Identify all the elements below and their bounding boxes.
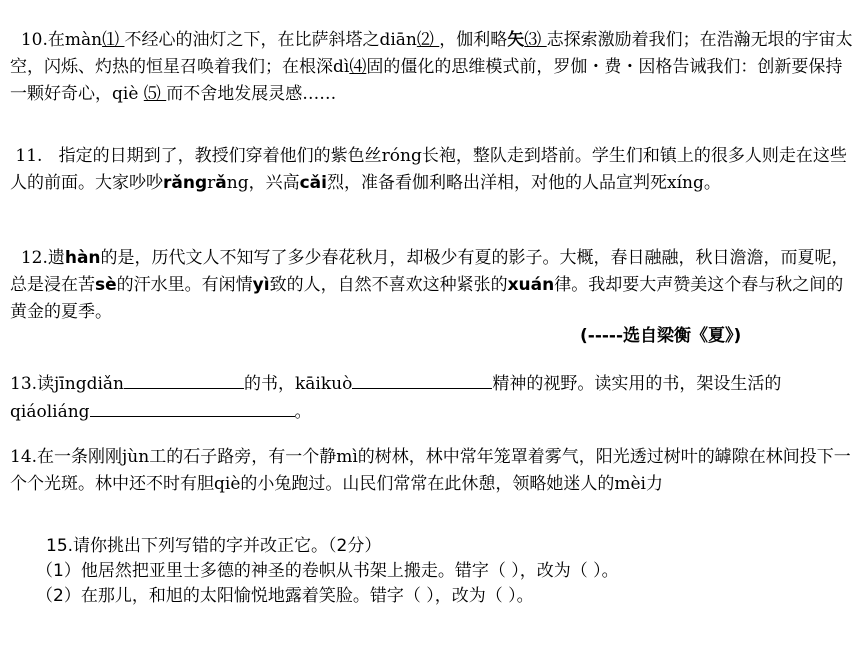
q13-text: 精神的视野。读实用的书，架设生活的qiáoliáng: [10, 374, 782, 422]
q12-pinyin: hàn: [64, 248, 101, 268]
q13-text: 的书，kāikuò: [243, 374, 353, 394]
question-10: [10, 27, 856, 108]
answer-blank[interactable]: [90, 398, 295, 417]
q10-text: 而不舍地发展灵感……: [166, 84, 337, 104]
q12-text: 12.遗: [10, 248, 65, 268]
blank-4: ⑷: [349, 57, 367, 77]
q13-text: 13.读jīngdiǎn: [10, 374, 124, 394]
blank-1: ⑴: [102, 30, 125, 50]
q15-item-2: （2）在那儿，和旭的太阳愉悦地露着笑脸。错字（ ），改为（ ）。: [36, 586, 534, 606]
question-13: [10, 370, 856, 426]
question-11: [10, 143, 856, 197]
q10-text: 志探索激励着我们；在浩瀚无垠的宇宙太空，闪烁、灼热的恒星召唤着我们；在根深dì: [10, 30, 853, 77]
q11-text: ng，兴高: [226, 173, 300, 193]
q10-text: 10.在màn: [10, 30, 103, 50]
q15-item-1: （1）他居然把亚里士多德的神圣的卷帜从书架上搬走。错字（ ），改为（ ）。: [36, 561, 619, 581]
q12-pinyin: sè: [95, 275, 117, 295]
q11-pinyin: cǎi: [299, 173, 327, 193]
q11-text: 烈，准备看伽利略出洋相，对他的人品宣判死xíng。: [327, 173, 721, 193]
q15-title: 15.请你挑出下列写错的字并改正它。（2分）: [46, 536, 382, 556]
source-citation: (-----选自梁衡《夏》): [580, 326, 742, 346]
q11-text: r: [207, 173, 216, 193]
q12-pinyin: yì: [252, 275, 270, 295]
q10-bold-char: 矢: [507, 30, 525, 50]
blank-2: ⑵: [416, 30, 440, 50]
q11-text: 11. 指定的日期到了，教授们穿着他们的紫色丝róng长袍，整队走到塔前。学生们和镇上的很多人则走在这些人的前面。大家吵吵: [10, 146, 847, 193]
answer-blank[interactable]: [124, 370, 244, 389]
q11-pinyin: ǎ: [215, 173, 227, 193]
q10-text: 不经心的油灯之下，在比萨斜塔之diān: [124, 30, 417, 50]
answer-blank[interactable]: [352, 370, 492, 389]
q12-text: 的汗水里。有闲情: [116, 275, 253, 295]
question-15: [10, 534, 856, 609]
question-12: [10, 245, 856, 326]
q11-pinyin: rǎng: [163, 173, 208, 193]
blank-3: ⑶: [524, 30, 547, 50]
q12-text: 律。我却要大声赞美这个春与秋之间的黄金的夏季。: [10, 275, 844, 322]
q12-text: 的是，历代文人不知写了多少春花秋月，却极少有夏的影子。大概，春日融融，秋日澹澹，而夏呢，总是浸在苦: [10, 248, 849, 295]
q13-text: 。: [294, 402, 312, 422]
q12-text: 致的人，自然不喜欢这种紧张的: [269, 275, 508, 295]
q12-pinyin: xuán: [507, 275, 555, 295]
blank-5: ⑸: [143, 84, 167, 104]
q10-text: ，伽利略: [439, 30, 508, 50]
q10-text: 固的僵化的思维模式前，罗伽・费・因格告诫我们：创新要保持一颗好奇心，qiè: [10, 57, 843, 104]
question-14: 14.在一条刚刚jùn工的石子路旁，有一个静mì的树林，林中常年笼罩着雾气，阳光透过树叶的罅隙在林间投下一个个光斑。林中还不时有胆qiè的小兔跑过。山民们常常在此休憩，领略她迷人的mèi力: [10, 447, 851, 494]
